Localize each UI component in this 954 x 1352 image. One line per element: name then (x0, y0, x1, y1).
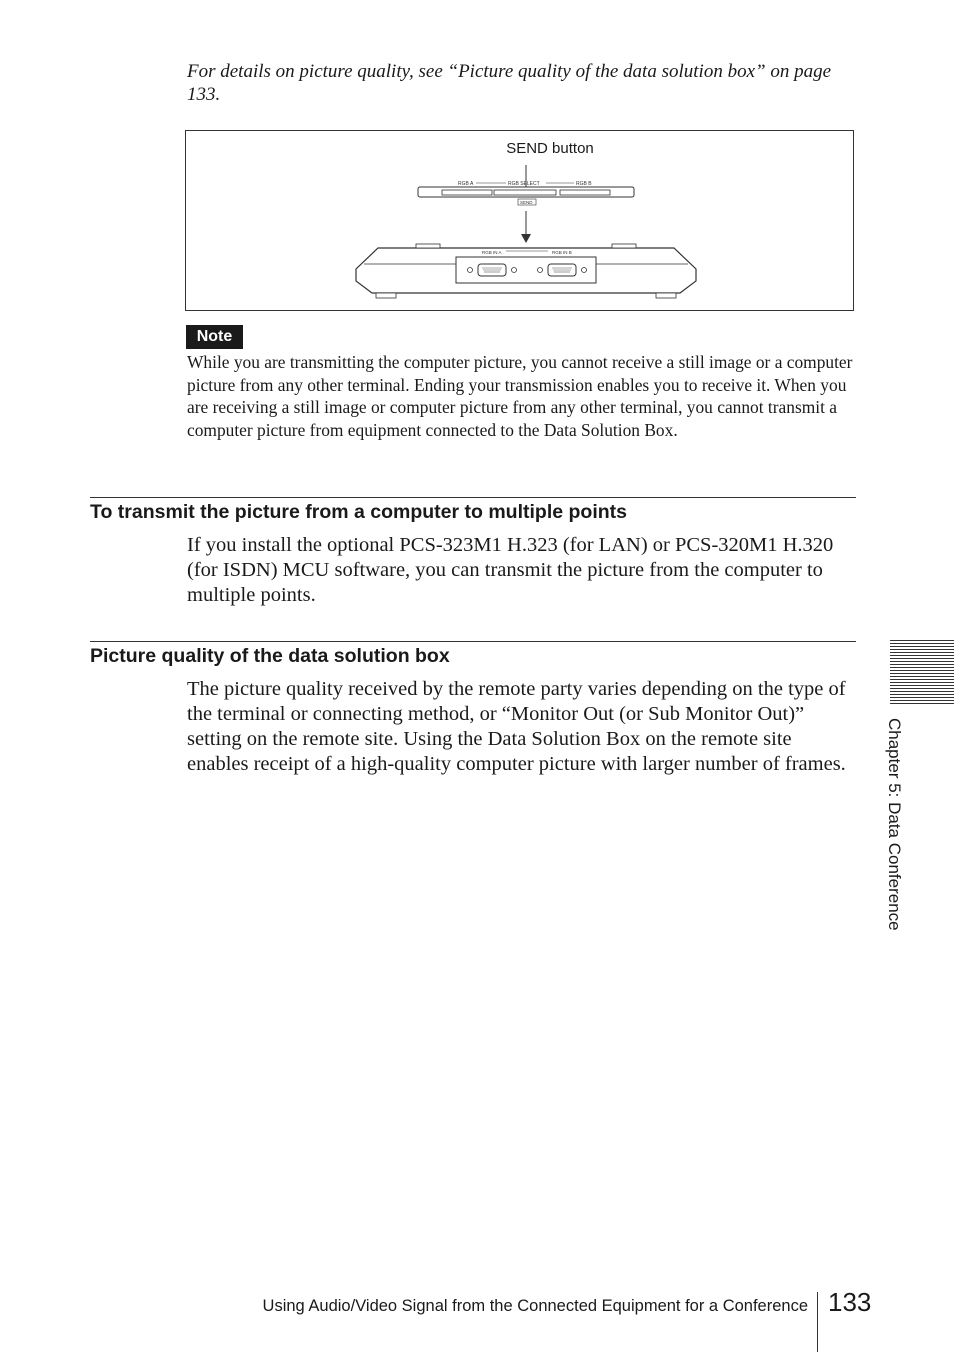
box-foot-top-left (416, 244, 440, 248)
box-foot-top-right (612, 244, 636, 248)
note-text: While you are transmitting the computer picture, you cannot receive a still image or a computer picture from any other terminal. Ending your transmission enables you to receive it. When you are receiving a still image or computer picture from any other terminal, you cannot transmit a computer picture from equipment connected to the Data Solution Box. (187, 352, 853, 440)
intro-paragraph: For details on picture quality, see “Picture quality of the data solution box” on page 133. (187, 61, 831, 105)
page-number: 133 (828, 1287, 872, 1317)
send-button-callout: SEND button (506, 140, 594, 157)
chapter-tab-bars (890, 640, 954, 708)
chapter-tab (878, 718, 914, 968)
label-rgb-in-a: RGB IN A (482, 250, 502, 255)
section-heading-picture-quality: Picture quality of the data solution box (90, 645, 450, 667)
label-rgb-b: RGB B (576, 181, 592, 187)
footer-divider (817, 1292, 818, 1352)
footer-running-title: Using Audio/Video Signal from the Connected Equipment for a Conference (262, 1297, 808, 1315)
section-heading-multipoint: To transmit the picture from a computer to multiple points (90, 501, 628, 523)
front-panel-strip (418, 187, 634, 197)
section-body-multipoint: If you install the optional PCS-323M1 H.323 (for LAN) or PCS-320M1 H.320 (for ISDN) MCU software, you can transmit the picture from the computer to multiple points. (187, 534, 834, 606)
data-solution-box-figure (185, 130, 854, 311)
chapter-tab-label: Chapter 5: Data Conference (885, 718, 904, 931)
label-rgb-select: RGB SELECT (508, 181, 540, 187)
label-rgb-a: RGB A (458, 181, 474, 187)
arrow-head (521, 234, 531, 243)
note-badge: Note (186, 325, 243, 349)
box-foot-left (376, 293, 396, 298)
section-rule-1 (90, 497, 856, 498)
label-rgb-in-b: RGB IN B (552, 250, 572, 255)
data-solution-box-illustration (186, 131, 855, 312)
label-send: SEND (520, 200, 533, 205)
section-body-picture-quality: The picture quality received by the remote party varies depending on the type of the terminal or connecting method, or “Monitor Out (or Sub Monitor Out)” setting on the remote site. Using the Data Solution Box on the remote site enables receipt of a high-quality computer picture with larger number of frames. (187, 678, 846, 775)
section-rule-2 (90, 641, 856, 642)
box-foot-right (656, 293, 676, 298)
